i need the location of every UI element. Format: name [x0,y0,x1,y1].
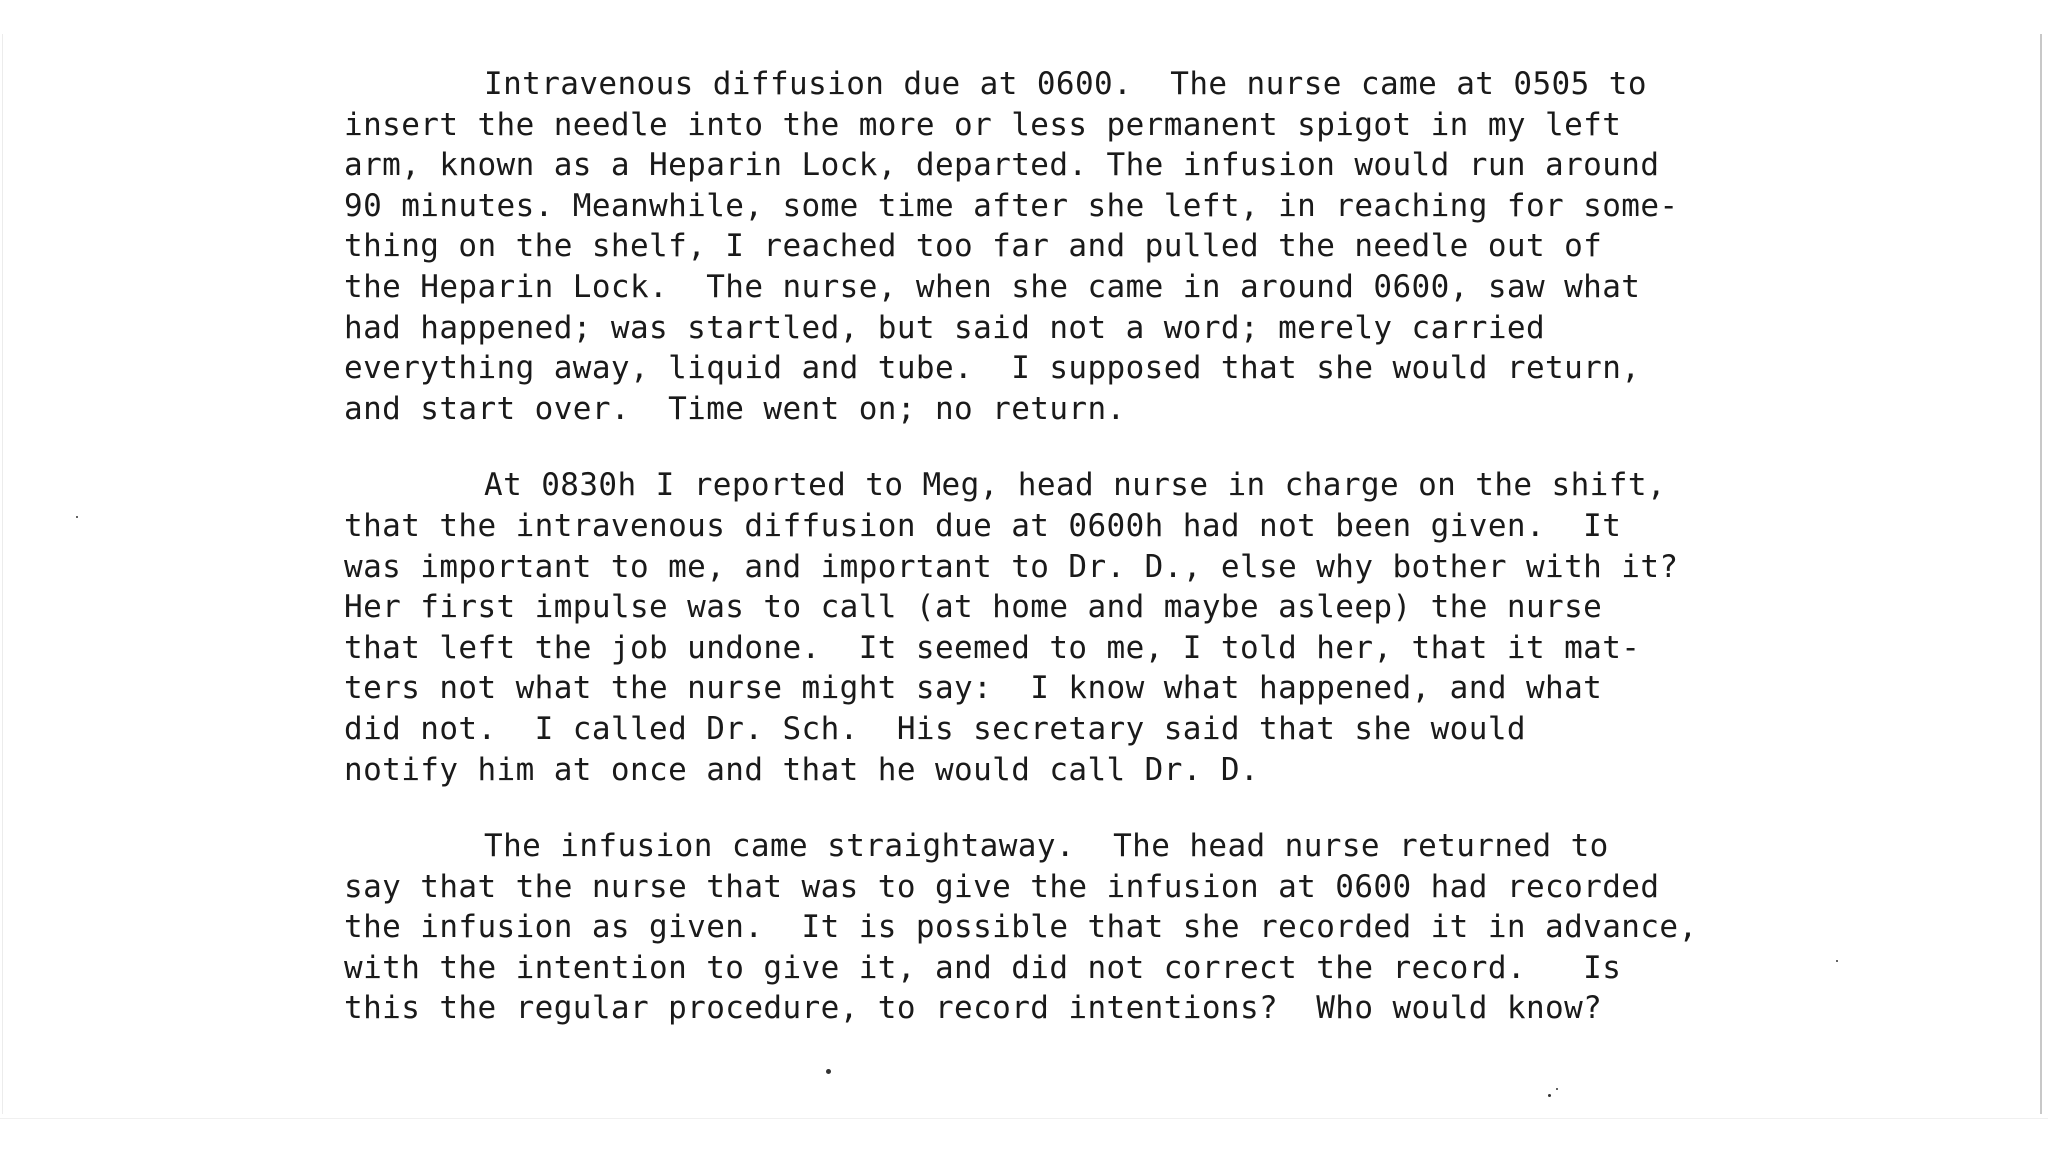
text-line: 90 minutes. Meanwhile, some time after she left, in reaching for some- [344,187,1679,224]
text-line: the infusion as given. It is possible that she recorded it in advance, [344,909,1698,946]
paragraph-3 [344,826,1824,1029]
typescript-body [344,64,1824,1065]
text-line: ters not what the nurse might say: I know what happened, and what [344,670,1603,707]
text-line: insert the needle into the more or less permanent spigot in my left [344,106,1622,143]
scan-speck [1548,1094,1551,1097]
text-line: thing on the shelf, I reached too far and pulled the needle out of [344,228,1603,265]
scan-speck [826,1069,831,1074]
text-line: say that the nurse that was to give the infusion at 0600 had recorded [344,868,1660,905]
text-line: notify him at once and that he would call Dr. D. [344,751,1260,788]
text-line: this the regular procedure, to record intentions? Who would know? [344,990,1603,1027]
text-line: that left the job undone. It seemed to me, I told her, that it mat- [344,629,1641,666]
text-line: the Heparin Lock. The nurse, when she came in around 0600, saw what [344,268,1641,305]
text-line: with the intention to give it, and did not correct the record. Is [344,949,1622,986]
scan-speck [76,516,78,518]
text-line: that the intravenous diffusion due at 0600h had not been given. It [344,507,1622,544]
text-line: did not. I called Dr. Sch. His secretary said that she would [344,710,1526,747]
text-line: arm, known as a Heparin Lock, departed. The infusion would run around [344,147,1660,184]
text-line: Her first impulse was to call (at home and maybe asleep) the nurse [344,589,1603,626]
text-line: was important to me, and important to Dr. D., else why bother with it? [344,548,1679,585]
paragraph-1 [344,64,1824,429]
text-line: At 0830h I reported to Meg, head nurse in charge on the shift, [484,467,1666,504]
text-line: Intravenous diffusion due at 0600. The nurse came at 0505 to [484,66,1647,102]
text-line: had happened; was startled, but said not a word; merely carried [344,309,1546,346]
scan-speck [1556,1088,1558,1090]
scan-speck [1836,960,1838,962]
page-bottom-edge [0,1118,2048,1153]
text-line: everything away, liquid and tube. I supposed that she would return, [344,350,1641,387]
text-line: and start over. Time went on; no return. [344,390,1126,427]
page-left-edge [2,34,3,1114]
paragraph-2 [344,465,1824,790]
text-line: The infusion came straightaway. The head nurse returned to [484,828,1609,865]
page-right-edge [2040,34,2042,1114]
